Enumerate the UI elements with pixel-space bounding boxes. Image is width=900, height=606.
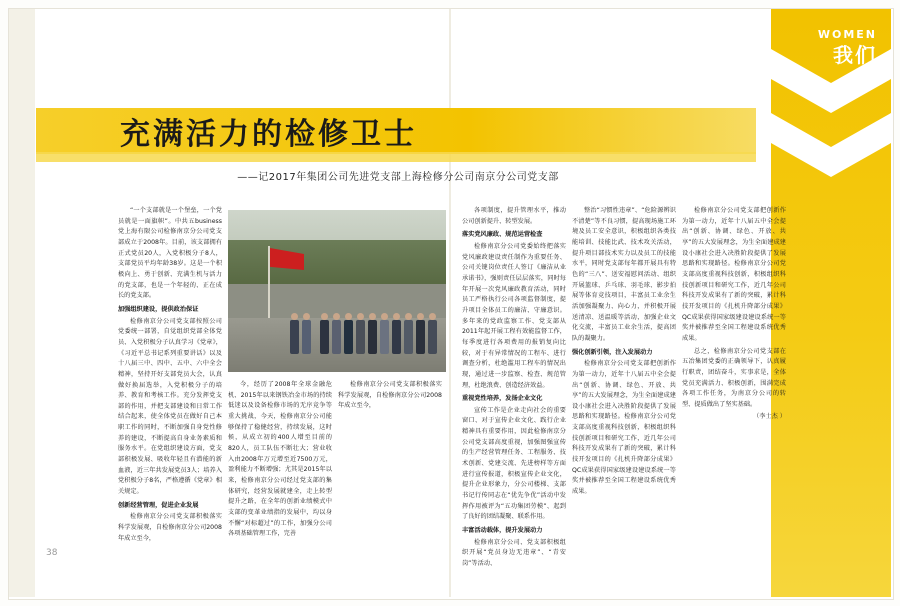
left-margin-band: [9, 9, 35, 597]
section-subhead: 加强组织建设，提供政治保证: [118, 305, 199, 313]
person: [392, 313, 401, 354]
paragraph: 检修南京分公司党支部把创新作为第一动力，近年十八届五中全会提出“创新、协调、绿色、开放、共享”的五大发展理念，为生全面建成建设小康社会进入决胜阶段提供了发展思路和实现路径。检修南京分公司党支部高度重视科技创新，积极组织科技创新项目和研究工作，近几年公司科技开发成果有了新的突破，累计科技开发项目的《扎机升降部分成果》QC成果获得国家级建设建设系统一等奖并被推荐至全国工程建设系统优秀成果。: [682, 207, 786, 342]
person: [428, 313, 437, 354]
person: [344, 313, 353, 354]
person: [320, 313, 329, 354]
person: [380, 313, 389, 354]
paragraph: 检修南京分公司党委始终把落实党风廉政建设责任制作为重要任务、公司关键岗位责任人签订《廉洁从业承诺书》，强则责任层层落实，同时每年开展一次党风廉政教育活动，同时员工严格执行公司各项监督制度，提升项目全体员工的廉洁、守廉意识。多年来的党政监察工作、党支部从2011年起开展工程有效能监督工作，每季度进行各项费用的报销复向比较，对于有异常情况的工程车、进行调查分析，杜绝滥用工程车的情况出现，通过进一步监察、检查、规范管理，杜绝浪费、创造经济效益。: [462, 242, 566, 389]
paragraph: 今，经历了2008年全球金融危机、2015年以来钢铁冶金市场的持续低迷以及设备检修市场的无序竞争等重大挑战，今天，检修南京分公司能够保持了稳健经营，持续发展，这时候，从成立初的400人增至目前的820人，员工队伍不断壮大；营业收入由2008年万元增至近7500万元，盈利能力不断增强；尤其是2015年以来，检修南京分公司经过党支部的集体研究，经营发展就建全，走上转型提升之路，在全年的创新业绩模式中支部的变革业绩指的发展中，均以身不懈“对标超过”的工作，加强分公司各项基础管理工作，完善: [228, 381, 332, 538]
section-subhead: 创新经营管理，促进企业发展: [118, 501, 199, 509]
person: [404, 313, 413, 354]
paragraph: 检修南京分公司党支部按照公司党委统一部署，自觉组织党部全体党员、入党积极分子认真学习《党章》，《习近平总书记系列重要讲话》以及十八届三中、四中、五中、六中全会精神，坚持开好支部党员大会，认真做好换届选举，入党积极分子的培养、教育和考核工作。充分发挥党支部的作用，并把支部建设和日常工作结合起来，使全体党员在做好自己本职工作的同时，不断加强自身党性修养的建设，不断提高自身业务素质和服务水平。在党组织建设方面，党支部积极发展、吸收年轻且有潜能的新血液，近三年共发展党员3人；培养入党积极分子8名，严格遵循《党章》相关规定。: [118, 317, 222, 496]
article-signature: （李士杰 ）: [753, 413, 786, 421]
text-column-4: [462, 206, 566, 572]
person: [416, 313, 425, 354]
page-number: 38: [46, 548, 58, 558]
section-tab-en: WOMEN: [817, 28, 877, 41]
group-photo: [228, 210, 446, 372]
flag-pole: [268, 246, 270, 318]
section-tab-cn: 我们: [833, 42, 877, 67]
person: [290, 313, 299, 354]
section-subhead: 落实党风廉政、规范运营检查: [462, 231, 543, 239]
chevron-decor-2: [771, 113, 891, 177]
person: [302, 313, 311, 354]
text-column-1: [118, 206, 222, 546]
page-title: 充满活力的检修卫士: [120, 117, 417, 152]
paragraph: 检修南京分公司党支部积极落实科学发展观，自检修南京分公司2008年成立至今，: [338, 381, 442, 410]
paragraph: “一个支部就是一个堡垒，一个党员就是一面旗帜”。中共五business党上海有限公司检修南京分公司党支部成立于2008年。目前，该支部拥有正式党员20人，入党积极分子8人，支部党员平均年龄38岁。这是一个积极向上、勇于创新、充满生机与活力的党支部，也是一个年轻的、正在成长的党支部。: [118, 207, 222, 300]
paragraph: 检修南京分公司、党支部积极组织开展“党员身边无违章”、“青安岗”等活动、: [462, 538, 566, 567]
section-tab: [771, 9, 891, 597]
text-column-5: [572, 206, 676, 500]
paragraph: 各项制度，提升管理水平，推动公司创新提升、转型发展。: [462, 207, 566, 225]
paragraph: 整治“习惯性违章”、“危险源辨识不清楚”等不良习惯，提高现场施工环境及员工安全意识，积极组织各类技能培训、技能比武、技术攻关活动，提升项目部技术实力以及员工的技能水平，同时党支部每年都开展具有特色的“三八”、送安福慰问活动、组织开展篮球、乒乓球、羽毛球、影步拍展等体育竞技项目，丰富员工业余生活加强凝聚力、向心力，并积极开展送清凉、送温暖等活动，加强企业文化交流，丰富员工业余生活，提高团队的凝聚力。: [572, 207, 676, 342]
text-column-6: [682, 206, 786, 425]
paragraph: 总之，检修南京分公司党支部在五冶集团党委的正确领导下，认真履行职责，团结奋斗，实事求是，全体党员充满活力、积极创新，围满完成各项工作任务，为南京分公司的转型、提质做出了坚实基础。: [682, 347, 786, 408]
section-subhead: 丰富活动载体，提升发展动力: [462, 527, 543, 535]
text-column-3: [338, 380, 442, 414]
section-subhead: 重视党性培养，发扬企业文化: [462, 395, 543, 403]
page-subtitle: ——记2017年集团公司先进党支部上海检修分公司南京分公司党支部: [237, 172, 559, 183]
page-gutter: [449, 9, 451, 597]
paragraph: 检修南京分公司党支部把创新作为第一动力，近年十八届五中全会提出“创新、协调、绿色、开放、共享”的五大发展理念，为生全面建成建设小康社会进入决胜阶段提供了发展思路和实现路径。检修南京分公司党支部高度重视科技创新，积极组织科技创新项目和研究工作，近几年公司科技开发成果有了新的突破，累计科技开发项目的《扎机升降部分成果》QC成果获得国家级建设建设系统一等奖并被推荐至全国工程建设系统优秀成果。: [572, 360, 676, 496]
section-subhead: 强化创新引领，注入发展动力: [572, 348, 653, 356]
text-column-2: [228, 380, 332, 542]
person: [332, 313, 341, 354]
person: [368, 313, 377, 354]
section-tab-label: [818, 29, 877, 67]
paragraph: 宣传工作是企业走向社会的重要窗口、对于宣传企业文化、践行企业精神具有重要作用，因此检修南京分公司党支部高度重视，加强图强宣传的生产经营管理任务、工程服务、技术创新、党建交流、先进榜样等方面进行宣传报道，积极宣传企业文化，提升企业形象力，分公司楼梯、支部书记行传同志在“优先争优”活动中发挥作用被评为“五功集团劳模”、起到了良好的团结凝聚、联系作用。: [462, 406, 566, 521]
person: [356, 313, 365, 354]
paragraph: 检修南京分公司党支部积极落实科学发展观，自检修南京分公司2008年成立至今，: [118, 513, 222, 542]
